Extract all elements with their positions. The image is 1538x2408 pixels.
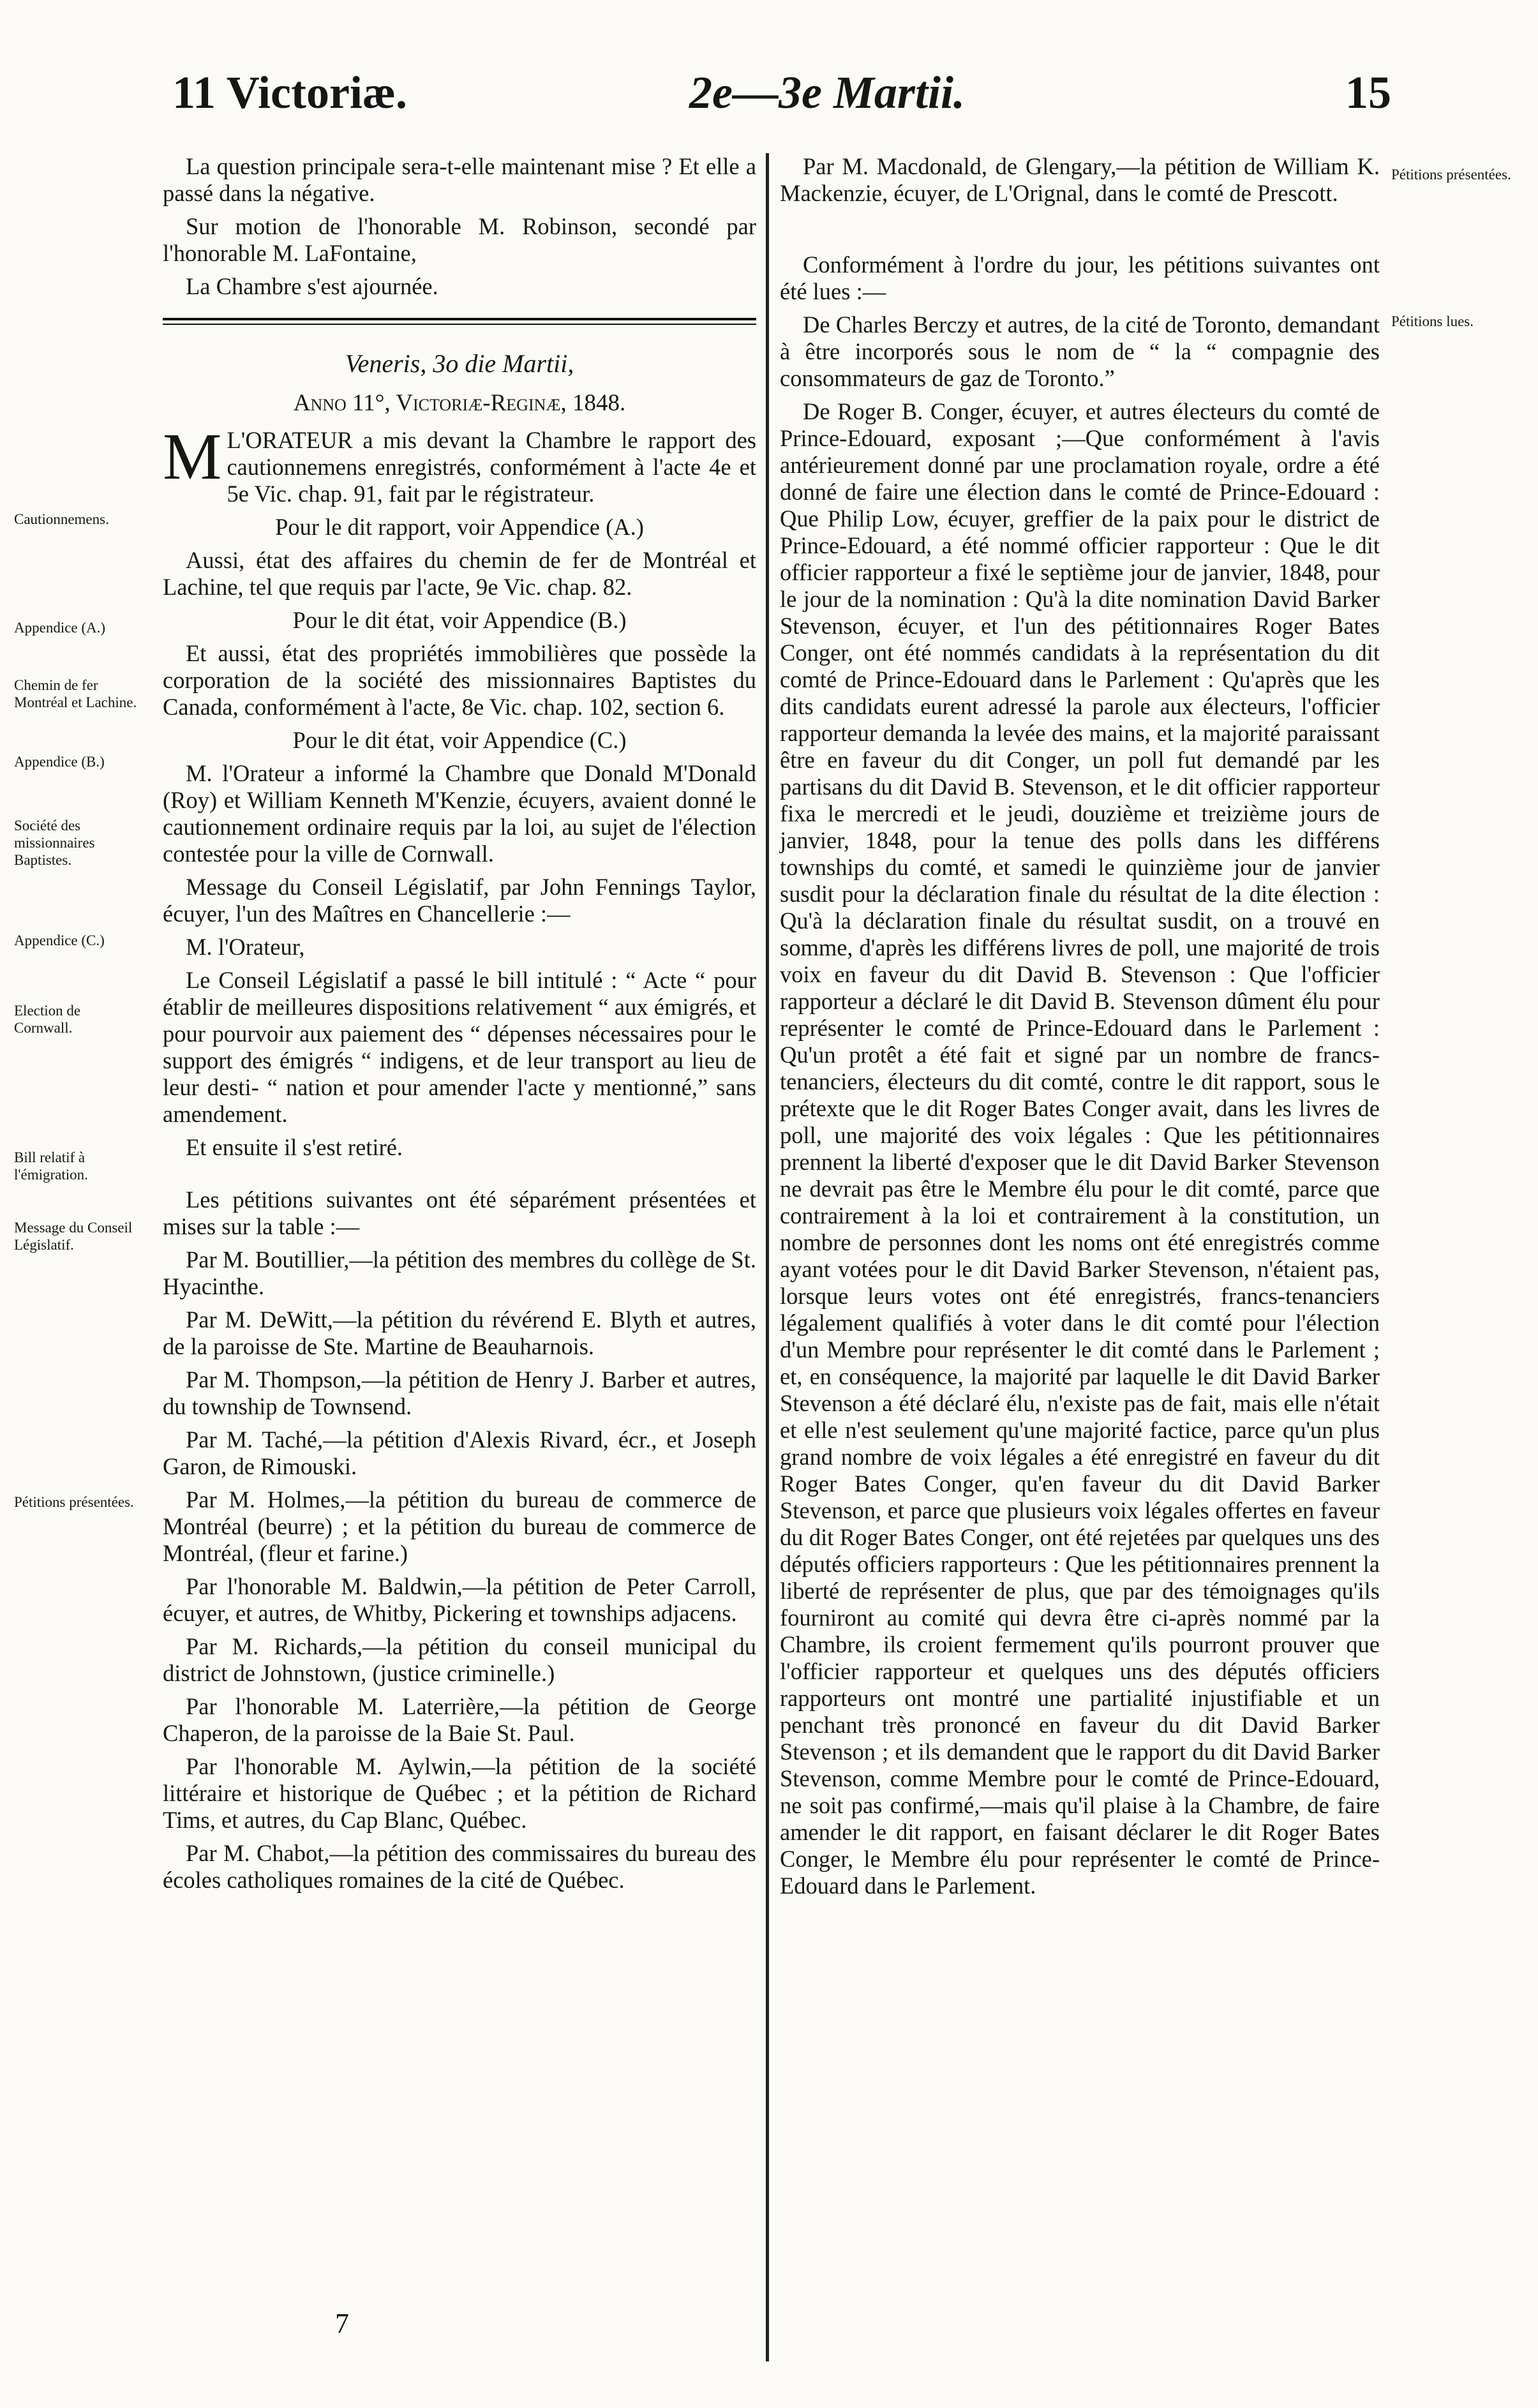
header-left: 11 Victoriæ. — [172, 67, 407, 118]
paragraph: Pour le dit état, voir Appendice (B.) — [292, 607, 627, 633]
paragraph: Par M. DeWitt,—la pétition du révérend E. Blyth et autres, de la paroisse de Ste. Martine de Beauharnois. — [163, 1306, 756, 1359]
paragraph: La Chambre s'est ajournée. — [186, 273, 438, 299]
margin-note: Appendice (C.) — [14, 932, 105, 948]
running-header — [0, 61, 1538, 131]
signature-mark: 7 — [335, 2308, 349, 2339]
margin-note: Pétitions lues. — [1391, 313, 1474, 329]
section-rule — [163, 318, 756, 325]
paragraph: Message du Conseil Législatif, par John Fennings Taylor, écuyer, l'un des Maîtres en Chancellerie :— — [163, 874, 756, 927]
year-line: Anno 11°, Victoriæ-Reginæ, 1848. — [293, 390, 626, 416]
header-center: 2e—3e Martii. — [689, 67, 965, 118]
paragraph-dropcap: M L'ORATEUR a mis devant la Chambre le rapport des cautionnemens enregistrés, conformément à l'acte 4e et 5e Vic. chap. 91, fait par le régistrateur. — [163, 420, 756, 507]
margin-note: Appendice (A.) — [14, 620, 106, 636]
paragraph: Le Conseil Législatif a passé le bill intitulé : “ Acte “ pour établir de meilleures dispositions relativement “ aux émigrés, et pour pourvoir aux paiement des “ dépenses nécessaires pour le support des émigrés “ indigens, et de leur transport au lieu de leur desti- “ nation et pour amender l'acte y mentionné,” sans amendement. — [163, 967, 756, 1127]
paragraph: Pour le dit état, voir Appendice (C.) — [292, 727, 627, 753]
paragraph: Par M. Chabot,—la pétition des commissaires du bureau des écoles catholiques romaines de la cité de Québec. — [163, 1840, 756, 1893]
paragraph: Sur motion de l'honorable M. Robinson, secondé par l'honorable M. LaFontaine, — [163, 213, 756, 266]
paragraph: De Roger B. Conger, écuyer, et autres électeurs du comté de Prince-Edouard, exposant ;—Que conformément à l'avis antérieurement donné par une proclamation royale, ordre a été donné de faire une élection dans le comté de Prince-Edouard : Que Philip Low, écuyer, greffier de la paix pour le district de Prince-Edouard, a été nommé officier rapporteur : Que le dit officier rapporteur a fixé le septième jour de janvier, 1848, pour le jour de la nomination : Qu'à la dite nomination David Barker Stevenson, écuyer, et l'un des pétitionnaires Roger Bates Conger, ont été nommés candidats à la représentation du dit comté de Prince-Edouard dans le Parlement : Qu'après que les dits candidats eurent adressé la parole aux électeurs, l'officier rapporteur demanda la levée des mains, et la majorité paraissant être en faveur du dit Conger, un poll fut demandé par les partisans du dit David B. Stevenson, et le dit officier rapporteur fixa le mercredi et le jeudi, douzième et treizième jours de janvier, 1848, pour la tenue des polls dans les différens townships du comté, et samedi le quinzième jour de janvier susdit pour la déclaration finale du résultat de la dite élection : Qu'à la déclaration finale du résultat susdit, on a trouvé en somme, d'après les différens livres de poll, une majorité de trois voix en faveur du dit David B. Stevenson : Que l'officier rapporteur a déclaré le dit David B. Stevenson dûment élu pour représenter le comté de Prince-Edouard dans le Parlement : Qu'un protêt a été fait et signé par un nombre de francs-tenanciers, électeurs du dit comté, contre le dit rapport, sous le prétexte que le dit Roger Bates Conger avait, dans les livres de poll, une majorité des voix légales : Que les pétitionnaires prennent la liberté d'exposer que le dit David Barker Stevenson ne devrait pas être le Membre élu pour le dit comté, parce que contrairement à la loi et contrairement à la constitution, un nombre de personnes dont les noms ont été enregistrés comme ayant votées pour le dit David Barker Stevenson, n'étaient pas, lorsque leurs votes ont été enregistrés, francs-tenanciers légalement qualifiés à voter dans le dit comté pour l'élection d'un Membre pour représenter le dit comté dans le Parlement ; et, en conséquence, la majorité par laquelle le dit David Barker Stevenson a été déclaré élu, n'existe pas de fait, mais elle n'était et elle n'est seulement qu'une majorité factice, parce qu'un plus grand nombre de voix légales a été enregistré en faveur du dit Roger Bates Conger, qu'en faveur du dit David Barker Stevenson, et parce que plusieurs voix légales offertes en faveur du dit Roger Bates Conger, ont été rejetées par quelques uns des députés officiers rapporteurs : Que les pétitionnaires prennent la liberté de représenter de plus, que par des témoignages qu'ils fourniront au comité qui devra être ci-après nommé par la Chambre, ils croient fermement qu'ils pourront prouver que l'officier rapporteur et quelques uns des députés officiers rapporteurs ont montré une partialité injustifiable et un penchant très prononcé en faveur du dit David Barker Stevenson ; et ils demandent que le rapport du dit David Barker Stevenson, comme Membre pour le comté de Prince-Edouard, ne soit pas confirmé,—mais qu'il plaise à la Chambre, de faire amender le dit rapport, en faisant déclarer le dit Roger Bates Conger, le Membre élu pour représenter le comté de Prince-Edouard dans le Parlement. — [780, 398, 1380, 1899]
paragraph: Par l'honorable M. Aylwin,—la pétition de la société littéraire et historique de Québec ; et la pétition de Richard Tims, et autres, du Cap Blanc, Québec. — [163, 1753, 756, 1833]
paragraph: Par M. Boutillier,—la pétition des membres du collège de St. Hyacinthe. — [163, 1246, 756, 1299]
paragraph: Par l'honorable M. Baldwin,—la pétition de Peter Carroll, écuyer, et autres, de Whitby, Pickering et townships adjacens. — [163, 1573, 756, 1626]
paragraph: M. l'Orateur, — [186, 934, 305, 960]
drop-cap: M — [163, 420, 222, 493]
paragraph: M. l'Orateur a informé la Chambre que Donald M'Donald (Roy) et William Kenneth M'Kenzie, écuyers, avaient donné le cautionnement ordinaire requis par la loi, au sujet de l'élection contestée pour la ville de Cornwall. — [163, 760, 756, 867]
paragraph: Aussi, état des affaires du chemin de fer de Montréal et Lachine, tel que requis par l'acte, 9e Vic. chap. 82. — [163, 547, 756, 600]
paragraph: De Charles Berczy et autres, de la cité de Toronto, demandant à être incorporés sous le nom de “ la “ compagnie des consommateurs de gaz de Toronto.” — [780, 311, 1380, 391]
paragraph: Par M. Taché,—la pétition d'Alexis Rivard, écr., et Joseph Garon, de Rimouski. — [163, 1426, 756, 1479]
paragraph: Et ensuite il s'est retiré. — [186, 1134, 403, 1160]
left-column — [163, 153, 756, 1900]
margin-note: Cautionnemens. — [14, 511, 109, 527]
paragraph: Par M. Macdonald, de Glengary,—la pétition de William K. Mackenzie, écuyer, de L'Orignal, dans le comté de Prescott. — [780, 153, 1380, 206]
paragraph: Les pétitions suivantes ont été séparément présentées et mises sur la table :— — [163, 1186, 756, 1239]
margin-note: Appendice (B.) — [14, 754, 105, 770]
paragraph: Et aussi, état des propriétés immobilières que possède la corporation de la société des missionnaires Baptistes du Canada, conformément à l'acte, 8e Vic. chap. 102, section 6. — [163, 640, 756, 720]
paragraph: Pour le dit rapport, voir Appendice (A.) — [275, 514, 644, 540]
margin-note: Chemin de fer Montréal et Lachine. — [14, 677, 137, 710]
right-column — [780, 153, 1380, 1906]
paragraph: Par l'honorable M. Laterrière,—la pétition de George Chaperon, de la paroisse de la Baie St. Paul. — [163, 1693, 756, 1746]
paragraph: Par M. Richards,—la pétition du conseil municipal du district de Johnstown, (justice criminelle.) — [163, 1633, 756, 1686]
margin-note: Société des missionnaires Baptistes. — [14, 818, 95, 868]
paragraph: Par M. Thompson,—la pétition de Henry J. Barber et autres, du township de Townsend. — [163, 1366, 756, 1419]
paragraph: Par M. Holmes,—la pétition du bureau de commerce de Montréal (beurre) ; et la pétition du bureau de commerce de Montréal, (fleur et farine.) — [163, 1486, 756, 1566]
page-number: 15 — [1345, 67, 1391, 118]
column-divider — [766, 153, 769, 2361]
margin-note: Bill relatif à l'émigration. — [14, 1149, 88, 1183]
paragraph: Conformément à l'ordre du jour, les pétitions suivantes ont été lues :— — [780, 251, 1380, 304]
dateline: Veneris, 3o die Martii, — [345, 349, 574, 378]
margin-note: Message du Conseil Législatif. — [14, 1220, 133, 1253]
margin-note: Election de Cornwall. — [14, 1003, 81, 1036]
margin-note: Pétitions présentées. — [1391, 167, 1511, 183]
margin-note: Pétitions présentées. — [14, 1494, 134, 1510]
paragraph: La question principale sera-t-elle maintenant mise ? Et elle a passé dans la négative. — [163, 153, 756, 206]
